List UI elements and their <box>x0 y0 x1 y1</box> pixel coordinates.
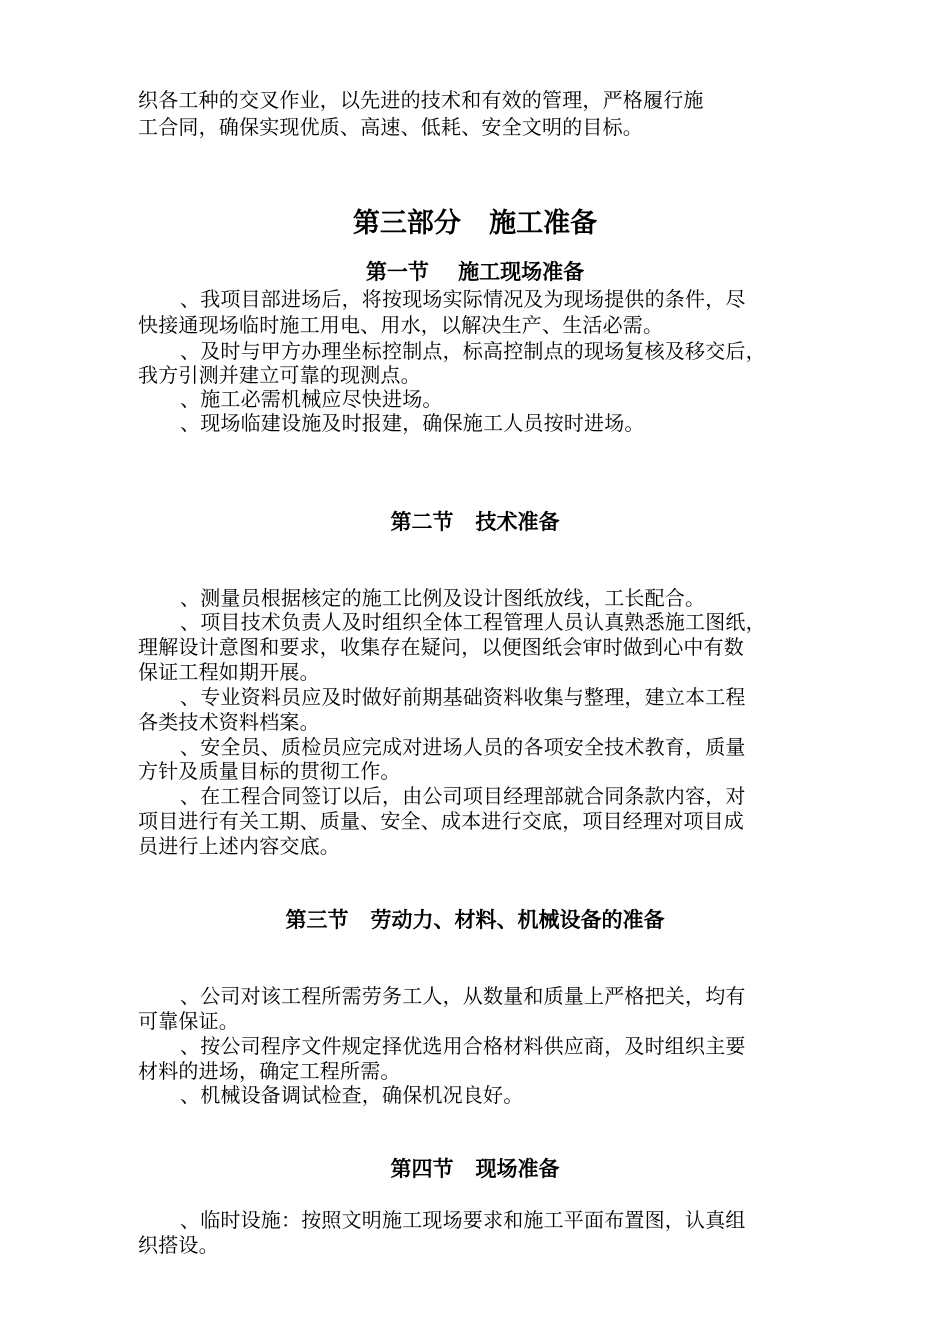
part-title: 第三部分 施工准备 <box>352 208 598 239</box>
section-4-title: 第四节 现场准备 <box>390 1156 560 1181</box>
section-2-line-5: 、专业资料员应及时做好前期基础资料收集与整理，建立本工程 <box>180 685 746 709</box>
section-1-line-6: 、现场临建设施及时报建，确保施工人员按时进场。 <box>180 411 645 435</box>
section-2-line-6: 各类技术资料档案。 <box>138 710 320 734</box>
intro-line-2: 工合同，确保实现优质、高速、低耗、安全文明的目标。 <box>138 115 643 139</box>
section-2-line-9: 、在工程合同签订以后，由公司项目经理部就合同条款内容，对 <box>180 784 746 808</box>
section-1-line-1: 、我项目部进场后，将按现场实际情况及为现场提供的条件，尽 <box>180 287 746 311</box>
section-1-title: 第一节 施工现场准备 <box>365 259 585 284</box>
section-2-line-11: 员进行上述内容交底。 <box>138 834 340 858</box>
section-4-line-1: 、临时设施：按照文明施工现场要求和施工平面布置图，认真组 <box>180 1208 746 1232</box>
section-3-line-1: 、公司对该工程所需劳务工人，从数量和质量上严格把关，均有 <box>180 984 746 1008</box>
section-2-line-2: 、项目技术负责人及时组织全体工程管理人员认真熟悉施工图纸， <box>180 610 766 634</box>
section-3-line-2: 可靠保证。 <box>138 1009 239 1033</box>
section-2-line-4: 保证工程如期开展。 <box>138 660 320 684</box>
section-2-title: 第二节 技术准备 <box>390 509 560 534</box>
section-1-line-4: 我方引测并建立可靠的现测点。 <box>138 363 421 387</box>
section-2-line-8: 方针及质量目标的贯彻工作。 <box>138 759 401 783</box>
section-2-line-7: 、安全员、质检员应完成对进场人员的各项安全技术教育，质量 <box>180 735 746 759</box>
section-2-line-1: 、测量员根据核定的施工比例及设计图纸放线，工长配合。 <box>180 586 706 610</box>
section-2-line-3: 理解设计意图和要求，收集存在疑问，以便图纸会审时做到心中有数 <box>138 635 744 659</box>
section-1-line-3: 、及时与甲方办理坐标控制点，标高控制点的现场复核及移交后， <box>180 339 766 363</box>
section-3-title: 第三节 劳动力、材料、机械设备的准备 <box>285 907 665 932</box>
section-3-line-3: 、按公司程序文件规定择优选用合格材料供应商，及时组织主要 <box>180 1034 746 1058</box>
intro-line-1: 织各工种的交叉作业，以先进的技术和有效的管理，严格履行施 <box>138 88 704 112</box>
section-3-line-5: 、机械设备调试检查，确保机况良好。 <box>180 1083 524 1107</box>
section-2-line-10: 项目进行有关工期、质量、安全、成本进行交底，项目经理对项目成 <box>138 809 744 833</box>
section-1-line-2: 快接通现场临时施工用电、用水，以解决生产、生活必需。 <box>138 313 664 337</box>
section-1-line-5: 、施工必需机械应尽快进场。 <box>180 387 443 411</box>
section-4-line-2: 织搭设。 <box>138 1233 219 1257</box>
section-3-line-4: 材料的进场，确定工程所需。 <box>138 1059 401 1083</box>
